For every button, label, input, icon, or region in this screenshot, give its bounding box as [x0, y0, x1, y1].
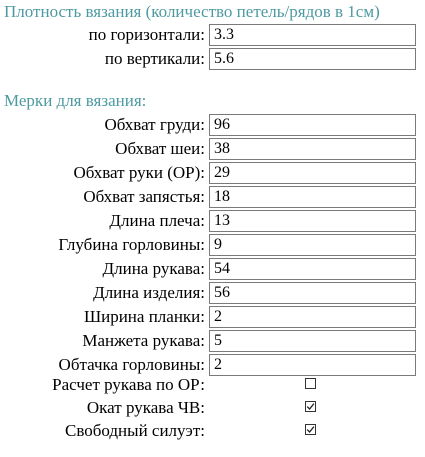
- density-horizontal-row: [0, 24, 425, 46]
- wrist-input[interactable]: [209, 186, 416, 208]
- placket-width-label: Ширина планки:: [83, 307, 205, 326]
- wrist-row: [0, 186, 425, 208]
- neck-input[interactable]: [209, 138, 416, 160]
- chest-input[interactable]: [209, 114, 416, 136]
- garment-length-input[interactable]: [209, 282, 416, 304]
- sleeve-cap-row: [0, 397, 425, 419]
- sleeve-cuff-label: Манжета рукава:: [82, 331, 205, 350]
- loose-silhouette-label: Свободный силуэт:: [64, 421, 205, 440]
- neckline-facing-input[interactable]: [209, 354, 416, 376]
- placket-width-row: [0, 306, 425, 328]
- neckline-depth-input[interactable]: [209, 234, 416, 256]
- placket-width-input[interactable]: [209, 306, 416, 328]
- chest-label: Обхват груди:: [104, 115, 205, 134]
- sleeve-cuff-row: [0, 330, 425, 352]
- wrist-label: Обхват запястья:: [83, 187, 205, 206]
- checkmark-icon: [306, 425, 315, 434]
- sleeve-cap-checkbox[interactable]: [305, 401, 316, 412]
- density-horizontal-label: по горизонтали:: [88, 25, 205, 44]
- loose-silhouette-checkbox[interactable]: [305, 424, 316, 435]
- garment-length-row: [0, 282, 425, 304]
- neckline-facing-label: Обтачка горловины:: [58, 355, 205, 374]
- measurements-section-title: Мерки для вязания:: [4, 91, 147, 110]
- density-section-title: Плотность вязания (количество петель/рядов в 1см): [4, 2, 380, 21]
- sleeve-by-arm-checkbox[interactable]: [305, 378, 316, 389]
- sleeve-cuff-input[interactable]: [209, 330, 416, 352]
- sleeve-length-row: [0, 258, 425, 280]
- arm-row: [0, 162, 425, 184]
- density-horizontal-input[interactable]: [209, 24, 416, 46]
- neck-label: Обхват шеи:: [115, 139, 205, 158]
- density-vertical-label: по вертикали:: [104, 49, 205, 68]
- neck-row: [0, 138, 425, 160]
- sleeve-by-arm-row: [0, 374, 425, 396]
- density-vertical-row: [0, 48, 425, 70]
- neckline-depth-label: Глубина горловины:: [58, 235, 205, 254]
- sleeve-length-label: Длина рукава:: [102, 259, 205, 278]
- neckline-facing-row: [0, 354, 425, 376]
- density-vertical-input[interactable]: [209, 48, 416, 70]
- loose-silhouette-row: [0, 420, 425, 442]
- shoulder-length-row: [0, 210, 425, 232]
- arm-label: Обхват руки (ОР):: [73, 163, 205, 182]
- shoulder-length-label: Длина плеча:: [109, 211, 205, 230]
- chest-row: [0, 114, 425, 136]
- shoulder-length-input[interactable]: [209, 210, 416, 232]
- sleeve-by-arm-label: Расчет рукава по ОР:: [52, 375, 205, 394]
- arm-input[interactable]: [209, 162, 416, 184]
- garment-length-label: Длина изделия:: [93, 283, 205, 302]
- sleeve-cap-label: Окат рукава ЧВ:: [86, 398, 205, 417]
- checkmark-icon: [306, 402, 315, 411]
- sleeve-length-input[interactable]: [209, 258, 416, 280]
- neckline-depth-row: [0, 234, 425, 256]
